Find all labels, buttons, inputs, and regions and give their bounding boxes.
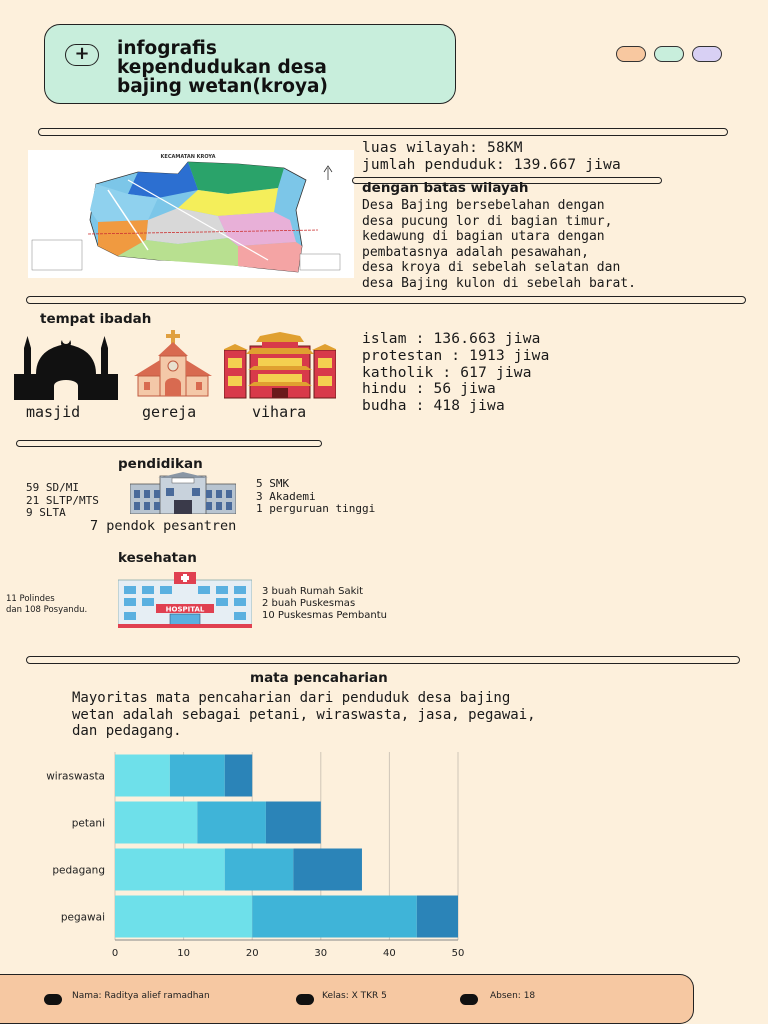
- chart-bar-pedagang: [293, 849, 362, 891]
- hospital-sign: HOSPITAL: [165, 605, 205, 614]
- pendidikan-item: 21 SLTP/MTS: [26, 493, 99, 507]
- map-image: [28, 150, 354, 278]
- section-divider: [26, 656, 740, 664]
- ibadah-heading: tempat ibadah: [40, 311, 152, 327]
- chart-bar-petani: [197, 802, 266, 844]
- pencaharian-line: dan pedagang.: [72, 723, 182, 739]
- chart-bar-wiraswasta: [225, 755, 252, 797]
- label-masjid: masjid: [26, 403, 81, 421]
- bullet-icon: [460, 994, 478, 1005]
- kesehatan-heading: kesehatan: [118, 550, 197, 566]
- chart-bar-pegawai: [417, 896, 458, 938]
- pencaharian-heading: mata pencaharian: [250, 670, 388, 686]
- page-title: [117, 39, 447, 96]
- pencaharian-line: Mayoritas mata pencaharian dari penduduk desa bajing: [72, 690, 511, 706]
- batas-line: kedawung di bagian utara dengan: [362, 229, 605, 244]
- stat-katholik: katholik : 617 jiwa: [362, 364, 532, 381]
- footer-kelas: Kelas: X TKR 5: [322, 991, 387, 1001]
- batas-heading: dengan batas wilayah: [362, 180, 529, 196]
- vihara-icon: [224, 332, 336, 400]
- hospital-icon: [118, 572, 252, 628]
- chart-bar-wiraswasta: [115, 755, 170, 797]
- kesehatan-right: [262, 586, 387, 622]
- chart-category-label: petani: [71, 817, 105, 830]
- label-gereja: gereja: [142, 403, 197, 421]
- decor-dot-orange: [616, 46, 646, 62]
- batas-line: Desa Bajing bersebelahan dengan: [362, 198, 605, 213]
- mosque-icon: [14, 334, 118, 400]
- stat-protestan: protestan : 1913 jiwa: [362, 347, 550, 364]
- map-title: KECAMATAN KROYA: [160, 154, 216, 160]
- bullet-icon: [44, 994, 62, 1005]
- chart-category-label: pegawai: [60, 911, 105, 924]
- chart-bar-pedagang: [225, 849, 294, 891]
- chart-bar-petani: [115, 802, 197, 844]
- chart-bar-pegawai: [252, 896, 417, 938]
- stat-islam: islam : 136.663 jiwa: [362, 331, 541, 347]
- title-line-2: kependudukan desa: [117, 57, 327, 78]
- chart-tick-label: 30: [314, 948, 328, 956]
- chart-category-label: pedagang: [52, 864, 105, 877]
- pendidikan-heading: pendidikan: [118, 456, 203, 472]
- chart-tick-label: 40: [383, 948, 396, 956]
- title-box: [44, 24, 456, 104]
- batas-line: pembatasnya adalah pesawahan,: [362, 244, 589, 260]
- chart-bar-wiraswasta: [170, 755, 225, 797]
- batas-line: desa Bajing kulon di sebelah barat.: [362, 275, 636, 291]
- section-divider: [26, 296, 746, 304]
- chart-tick-label: 10: [177, 948, 190, 956]
- decor-dot-green: [654, 46, 684, 62]
- kesehatan-item: 2 buah Puskesmas: [262, 598, 356, 609]
- section-divider: [38, 128, 728, 136]
- batas-text: [362, 198, 762, 291]
- stat-hindu: hindu : 56 jiwa: [362, 381, 496, 398]
- pendidikan-left: [26, 482, 99, 520]
- chart-bar-petani: [266, 802, 321, 844]
- batas-line: desa kroya di sebelah selatan dan: [362, 260, 621, 275]
- luas-wilayah: luas wilayah: 58KM: [362, 140, 523, 156]
- chart-bar-pegawai: [115, 896, 252, 938]
- school-icon: [130, 472, 236, 514]
- church-icon: [132, 330, 214, 400]
- pencaharian-line: wetan adalah sebagai petani, wiraswasta, jasa, pegawai,: [72, 706, 536, 723]
- pendidikan-item: 3 Akademi: [256, 489, 316, 503]
- kesehatan-item: dan 108 Posyandu.: [6, 605, 88, 615]
- jumlah-penduduk: jumlah penduduk: 139.667 jiwa: [362, 157, 621, 173]
- pendidikan-item: 59 SD/MI: [26, 481, 79, 494]
- pendidikan-item: 5 SMK: [256, 477, 290, 490]
- map-illustration: [28, 150, 354, 278]
- pendidikan-item: 1 perguruan tinggi: [256, 502, 376, 515]
- decor-dot-purple: [692, 46, 722, 62]
- footer-nama: Nama: Raditya alief ramadhan: [72, 991, 210, 1001]
- chart-tick-label: 50: [451, 948, 465, 956]
- footer-absen: Absen: 18: [490, 991, 536, 1001]
- kesehatan-left: [6, 594, 87, 616]
- kesehatan-item: 10 Puskesmas Pembantu: [262, 610, 387, 621]
- chart-tick-label: 20: [245, 948, 259, 956]
- kesehatan-item: 11 Polindes: [6, 594, 55, 604]
- pencaharian-chart: [0, 750, 500, 956]
- title-line-3: bajing wetan(kroya): [117, 76, 328, 97]
- chart-category-label: wiraswasta: [46, 770, 105, 783]
- label-vihara: vihara: [252, 403, 307, 421]
- title-line-1: infografis: [117, 38, 217, 59]
- chart-tick-label: 0: [111, 948, 119, 956]
- pencaharian-text: [72, 690, 536, 740]
- kesehatan-item: 3 buah Rumah Sakit: [262, 586, 364, 597]
- pesantren-count: 7 pendok pesantren: [90, 518, 237, 534]
- stat-budha: budha : 418 jiwa: [362, 398, 505, 415]
- pendidikan-item: 9 SLTA: [26, 506, 66, 519]
- batas-line: desa pucung lor di bagian timur,: [362, 213, 613, 229]
- bullet-icon: [296, 994, 314, 1005]
- plus-icon[interactable]: +: [65, 44, 99, 66]
- section-divider: [16, 440, 322, 447]
- footer-bar: [0, 974, 694, 1024]
- ibadah-stats: [362, 331, 550, 415]
- pendidikan-right: [256, 478, 375, 516]
- chart-bar-pedagang: [115, 849, 225, 891]
